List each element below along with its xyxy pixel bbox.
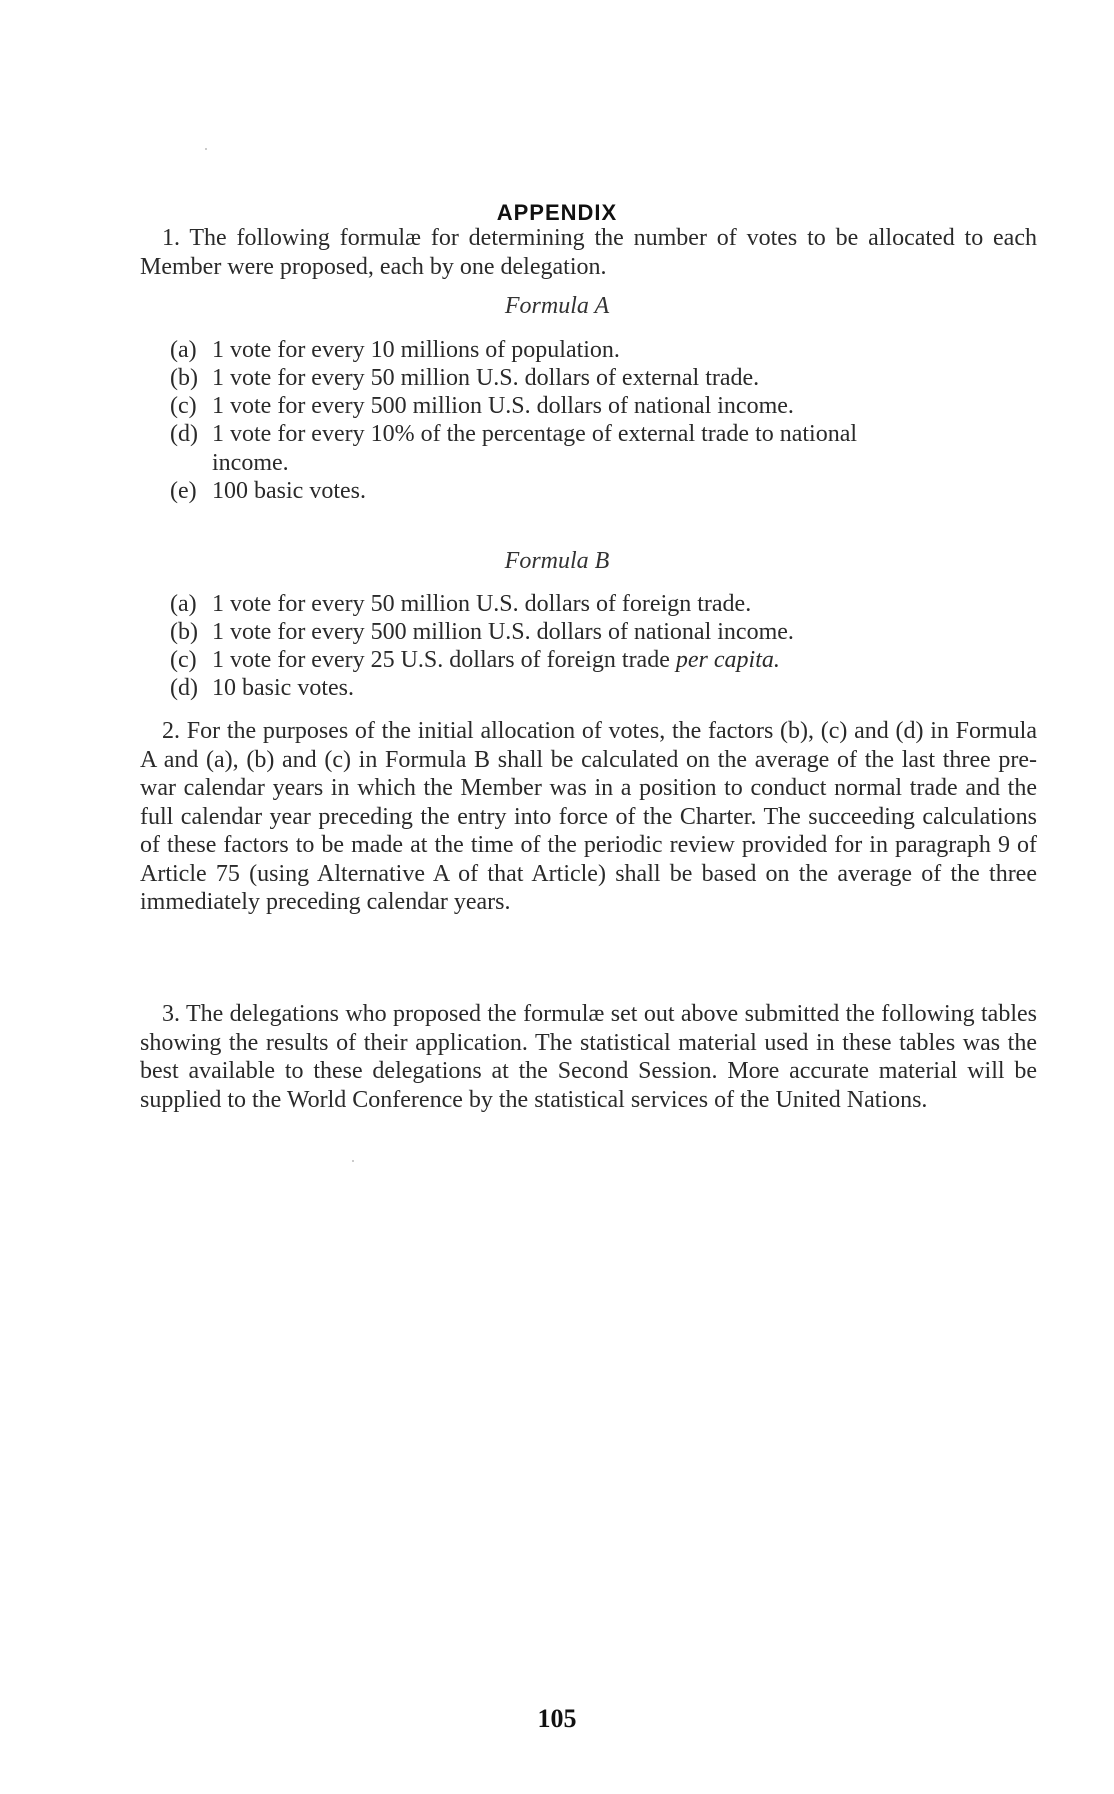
formula-a-item (170, 392, 1040, 421)
formula-a-item (170, 420, 1040, 477)
formula-a-item (170, 477, 1040, 506)
formula-b-item (170, 646, 1040, 675)
item-text: 10 basic votes. (212, 675, 354, 701)
formula-a-item (170, 364, 1040, 393)
paragraph-2-text: 2. For the purposes of the initial allocation of votes, the factors (b), (c) and (d) in Formula A and (a), (b) and (c) in Formula B shall be calculated on the average of the last three pre-war calendar years in which the Member was in a position to conduct normal trade and the full calendar year preceding the entry into force of the Charter. The succeeding calculations of these factors to be made at the time of the periodic review provided for in paragraph 9 of Article 75 (using Alternative A of that Article) shall be based on the average of the three immediately preceding calendar years. (140, 718, 1037, 915)
formula-b-item (170, 674, 1040, 703)
item-marker: (c) (170, 647, 197, 673)
paragraph-3-text: 3. The delegations who proposed the formulæ set out above submitted the following tables showing the results of their application. The statistical material used in these tables was the best available to these delegations at the Second Session. More accurate material will be supplied to the World Conference by the statistical services of the United Nations. (140, 1001, 1037, 1113)
item-marker: (a) (170, 337, 197, 363)
item-marker: (b) (170, 365, 198, 391)
item-text: 100 basic votes. (212, 478, 366, 504)
paragraph-3 (140, 1000, 1037, 1114)
item-text: 1 vote for every 10 millions of population. (212, 337, 620, 363)
paragraph-1 (140, 224, 1037, 281)
formula-a-title: Formula A (504, 293, 610, 319)
item-marker: (a) (170, 591, 197, 617)
scan-speck (205, 148, 207, 150)
formula-b-title: Formula B (504, 548, 610, 574)
item-text: 1 vote for every 50 million U.S. dollars of foreign trade. (212, 591, 752, 617)
paragraph-1-text: 1. The following formulæ for determining the number of votes to be allocated to each Member were proposed, each by one delegation. (140, 225, 1037, 280)
scan-speck (352, 1160, 354, 1162)
item-text: 1 vote for every 50 million U.S. dollars of external trade. (212, 365, 760, 391)
formula-b-item (170, 618, 1040, 647)
page-number: 105 (537, 1704, 577, 1733)
item-marker: (c) (170, 393, 197, 419)
formula-a-item (170, 336, 1040, 365)
item-text: 1 vote for every 10% of the percentage of external trade to national (212, 421, 858, 447)
item-text: 1 vote for every 25 U.S. dollars of foreign trade (212, 647, 676, 673)
item-text: 1 vote for every 500 million U.S. dollars of national income. (212, 619, 794, 645)
paragraph-2 (140, 717, 1037, 917)
item-marker: (d) (170, 421, 198, 447)
item-marker: (b) (170, 619, 198, 645)
formula-b-item (170, 590, 1040, 619)
item-text: 1 vote for every 500 million U.S. dollars of national income. (212, 393, 794, 419)
item-italic-text: per capita. (675, 647, 780, 673)
appendix-heading: APPENDIX (496, 200, 618, 225)
item-marker: (d) (170, 675, 198, 701)
item-marker: (e) (170, 478, 197, 504)
item-continuation: income. (212, 449, 289, 476)
